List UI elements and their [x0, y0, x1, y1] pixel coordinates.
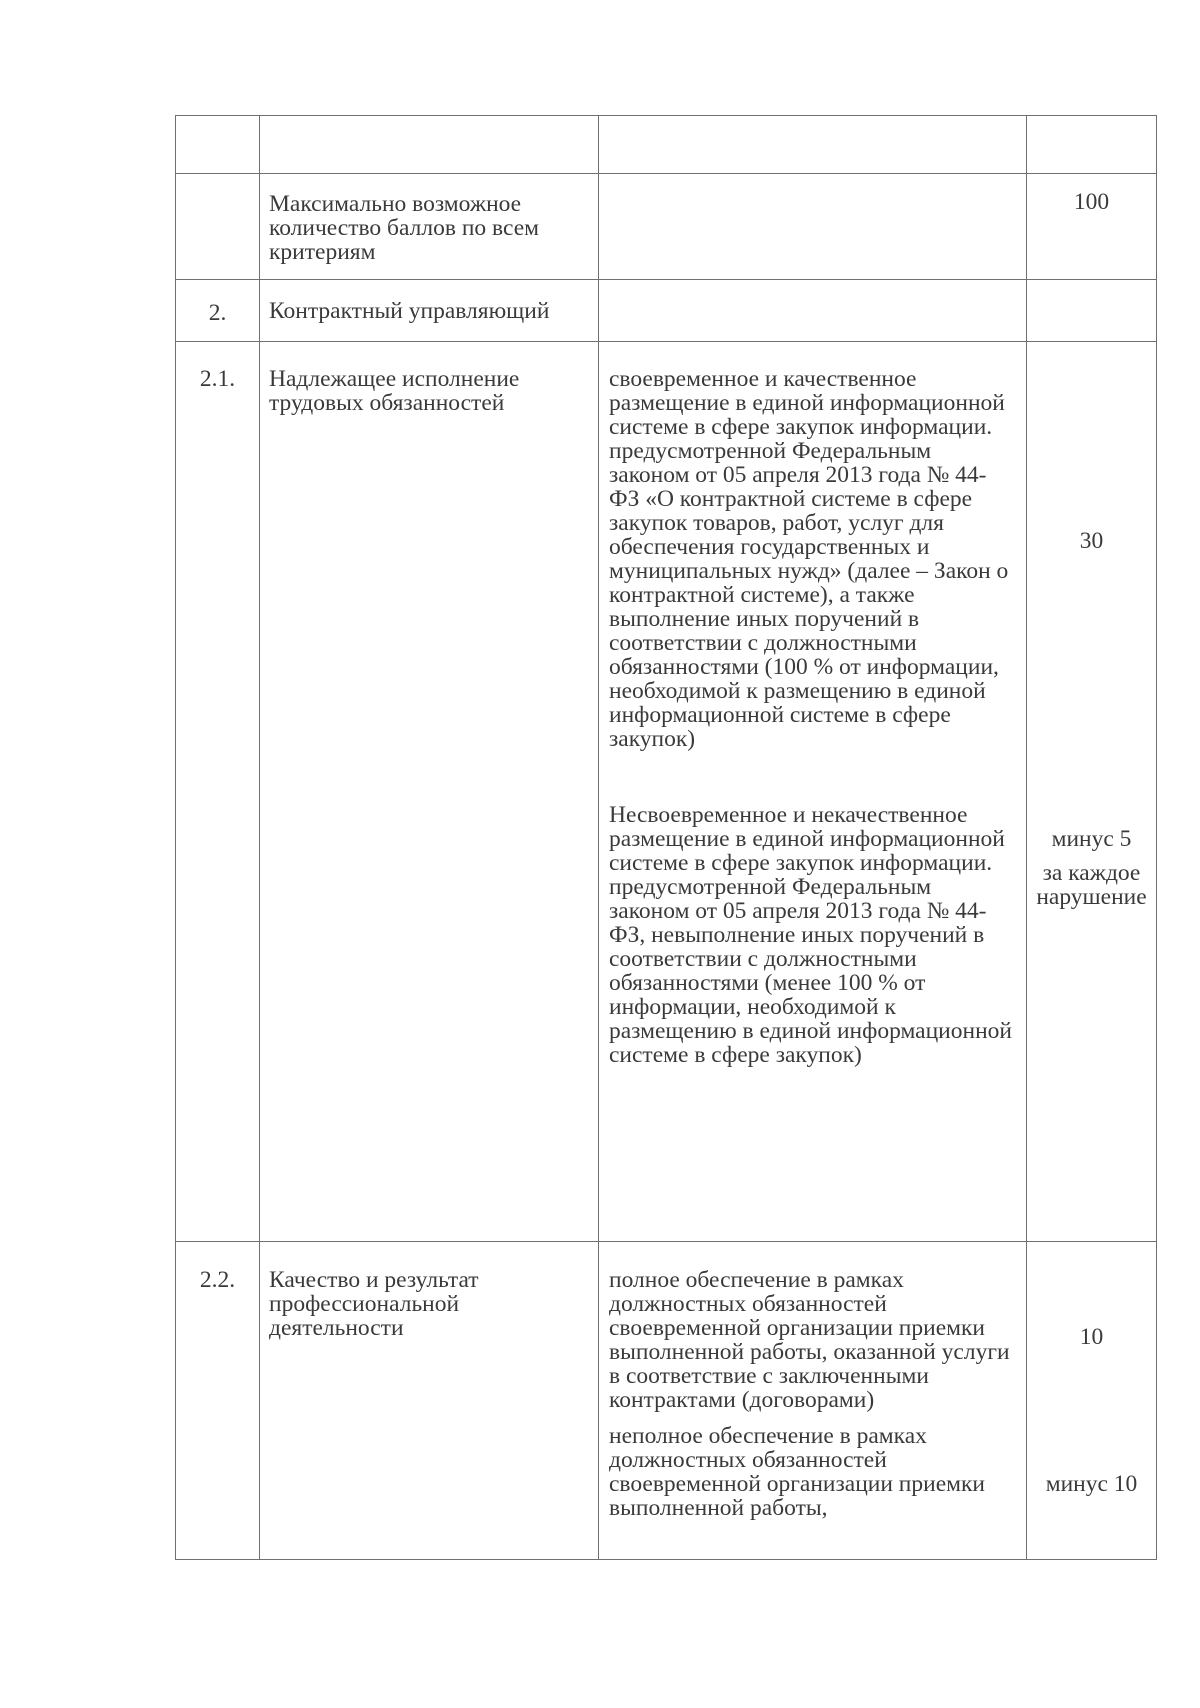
- empty-cell: [1027, 116, 1157, 174]
- empty-cell: [599, 116, 1027, 174]
- criterion-description: [599, 1242, 1027, 1560]
- max-score-value: 100: [1027, 174, 1157, 280]
- criterion-description: [599, 342, 1027, 1242]
- criterion-positive-text: полное обеспечение в рамках должностных обязанностей своевременной организации приемки выполненной работы, оказанной услуги в соответствие с заключенными контрактами (договорами): [609, 1267, 1010, 1413]
- empty-cell: [599, 174, 1027, 280]
- criterion-negative-text: Несвоевременное и некачественное размещение в единой информационной системе в сфере закупок информации. предусмотренной Федеральным законом от 05 апреля 2013 года № 44-ФЗ, невыполнение иных поручений в соответствии с должностными обязанностями (менее 100 % от информации, необходимой к размещению в единой информационной системе в сфере закупок): [609, 802, 1012, 1068]
- score-negative: минус 10: [1045, 1471, 1138, 1497]
- table-row-empty: [176, 116, 1157, 174]
- empty-cell: [176, 116, 260, 174]
- table-row-section-2: [176, 280, 1157, 342]
- criterion-name: Надлежащее исполнение трудовых обязанностей: [260, 342, 599, 1242]
- score-negative-note: за каждое нарушение: [1036, 860, 1147, 910]
- score-positive: 30: [1079, 528, 1104, 554]
- section-number: 2.: [176, 280, 260, 342]
- table-row-2-1: [176, 342, 1157, 1242]
- row-number: 2.1.: [176, 342, 260, 1242]
- empty-cell: [599, 280, 1027, 342]
- table-row-max-score: [176, 174, 1157, 280]
- max-score-label: Максимально возможное количество баллов по всем критериям: [260, 174, 599, 280]
- criterion-name: Качество и результат профессиональной деятельности: [260, 1242, 599, 1560]
- criterion-positive-text: своевременное и качественное размещение в единой информационной системе в сфере закупок информации. предусмотренной Федеральным законом от 05 апреля 2013 года № 44-ФЗ «О контрактной системе в сфере закупок товаров, работ, услуг для обеспечения государственных и муниципальных нужд» (далее – Закон о контрактной системе), а также выполнение иных поручений в соответствии с должностными обязанностями (100 % от информации, необходимой к размещению в единой информационной системе в сфере закупок): [609, 366, 1009, 752]
- score-cell: [1027, 342, 1157, 1242]
- empty-cell: [176, 174, 260, 280]
- score-negative: минус 5: [1051, 826, 1132, 852]
- table-row-2-2: [176, 1242, 1157, 1560]
- criteria-table: [175, 115, 1157, 1560]
- section-title: Контрактный управляющий: [260, 280, 599, 342]
- score-positive: 10: [1079, 1324, 1104, 1350]
- criterion-negative-text: неполное обеспечение в рамках должностных обязанностей своевременной организации приемки выполненной работы,: [609, 1423, 985, 1521]
- empty-cell: [260, 116, 599, 174]
- empty-cell: [1027, 280, 1157, 342]
- row-number: 2.2.: [176, 1242, 260, 1560]
- score-cell: [1027, 1242, 1157, 1560]
- criteria-table-page: [175, 115, 1157, 1559]
